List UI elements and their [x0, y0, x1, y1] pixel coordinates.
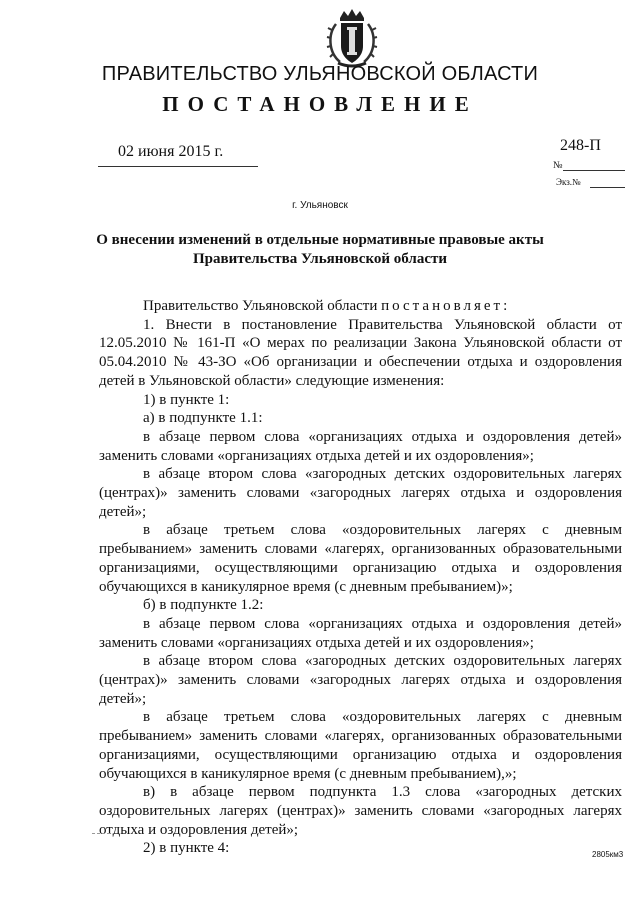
coat-of-arms-icon	[326, 8, 378, 70]
body-paragraph: б) в подпункте 1.2:	[143, 597, 264, 614]
copy-number-underline	[590, 187, 625, 188]
number-underline	[563, 170, 625, 171]
scan-mark	[92, 833, 110, 836]
date-underline	[98, 166, 258, 167]
document-date: 02 июня 2015 г.	[118, 143, 224, 160]
subject-line: Правительства Ульяновской области	[192, 251, 448, 267]
footer-code: 2805км3	[592, 850, 624, 859]
scan-mark	[256, 833, 276, 836]
document-body	[99, 297, 622, 858]
body-paragraph: а) в подпункте 1.1:	[143, 410, 263, 427]
number-label: №	[553, 160, 563, 171]
document-number: 248-П	[560, 137, 601, 154]
body-paragraph: в абзаце третьем слова «оздоровительных лагерях с дневным пребыванием» заменить словами «лагерях, организованных образовательными организациями, осуществляющими организацию отдыха и оздоровления обучающихся в каникулярное время (с дневным пребыванием)»;	[99, 522, 622, 595]
body-paragraph: в абзаце третьем слова «оздоровительных лагерях с дневным пребыванием» заменить словами «лагерях, организованных образовательными организациями, осуществляющими организацию отдыха и оздоровления обучающихся в каникулярное время (с дневным пребыванием),»;	[99, 709, 622, 782]
preamble-prefix: Правительство Ульяновской области	[143, 298, 382, 314]
document-subject	[60, 231, 580, 269]
document-type: ПОСТАНОВЛЕНИЕ	[162, 92, 478, 116]
body-paragraph: в) в абзаце первом подпункта 1.3 слова «загородных детских оздоровительных лагерях (центрах)» заменить словами «загородных лагерях отдыха и оздоровления детей»;	[99, 784, 622, 838]
body-paragraph: 1) в пункте 1:	[143, 391, 230, 408]
body-paragraph: в абзаце втором слова «загородных детских оздоровительных лагерях (центрах)» заменить словами «загородных лагерях отдыха и оздоровления детей»;	[99, 466, 622, 520]
body-paragraph: 2) в пункте 4:	[143, 840, 230, 857]
body-paragraph: 1. Внести в постановление Правительства Ульяновской области от 12.05.2010 № 161-П «О мерах по реализации Закона Ульяновской области от 05.04.2010 № 43-ЗО «Об организации и обеспечении отдыха и оздоровления детей в Ульяновской области» следующие изменения:	[99, 316, 622, 389]
subject-line: О внесении изменений в отдельные нормативные правовые акты	[96, 232, 544, 248]
city-line: г. Ульяновск	[292, 200, 348, 211]
organization-title: ПРАВИТЕЛЬСТВО УЛЬЯНОВСКОЙ ОБЛАСТИ	[101, 63, 539, 85]
body-paragraph: в абзаце первом слова «организациях отдыха и оздоровления детей» заменить словами «организациях отдыха детей и их оздоровления»;	[99, 615, 622, 651]
preamble-verb: постановляет:	[381, 298, 511, 314]
body-paragraph: в абзаце втором слова «загородных детских оздоровительных лагерях (центрах)» заменить словами «загородных лагерях отдыха и оздоровления детей»;	[99, 653, 622, 707]
copy-number-label: Экз.№	[556, 177, 581, 187]
body-paragraph: в абзаце первом слова «организациях отдыха и оздоровления детей» заменить словами «организациях отдыха детей и их оздоровления»;	[99, 428, 622, 464]
preamble	[99, 297, 622, 316]
